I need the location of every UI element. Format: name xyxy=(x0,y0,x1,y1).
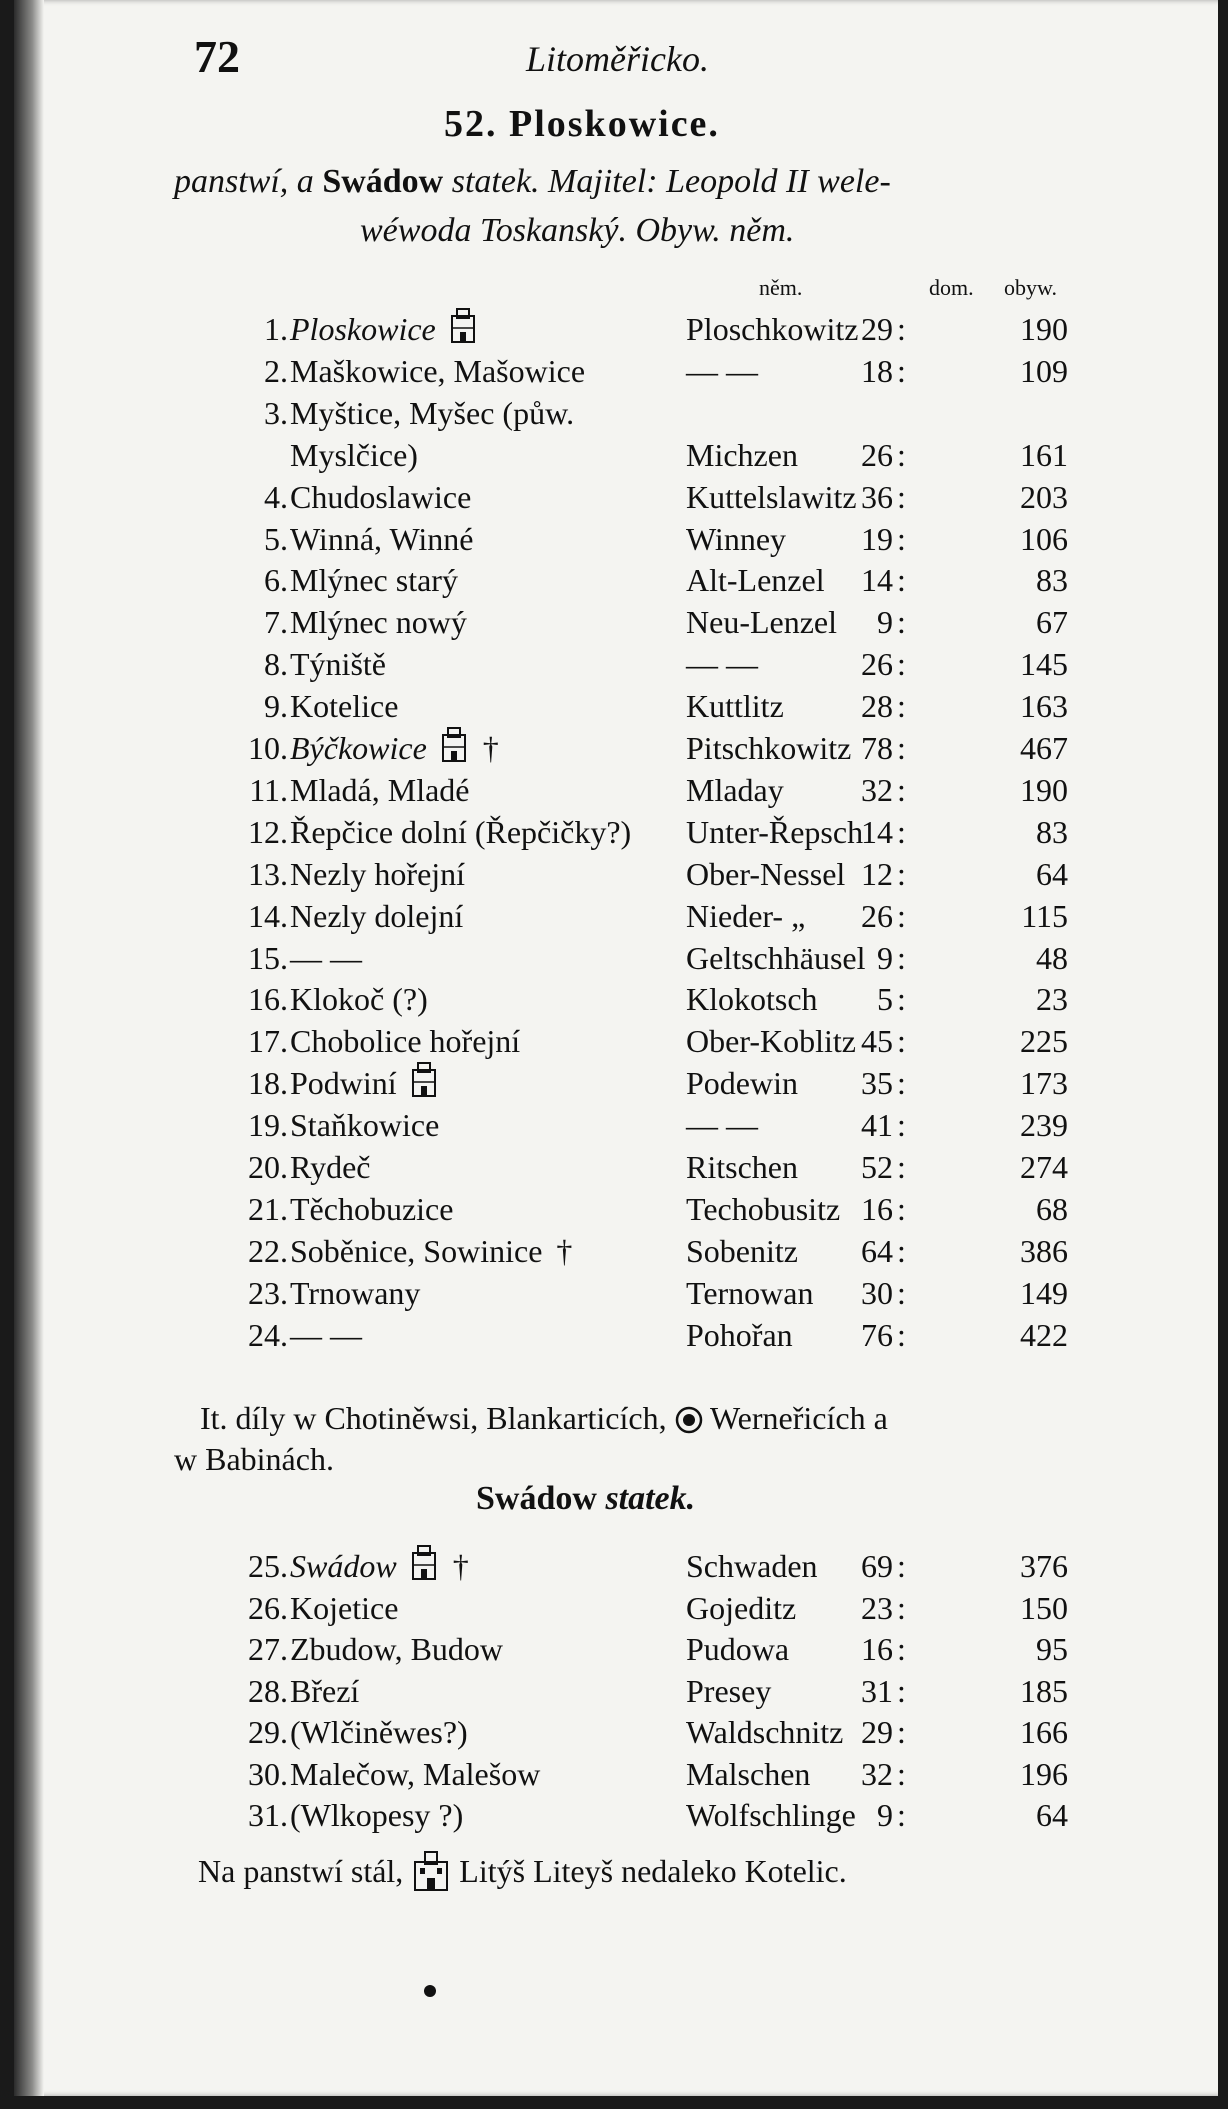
intro-line-1 xyxy=(174,163,891,201)
table-row xyxy=(14,518,1218,560)
village-name xyxy=(290,350,585,392)
row-number: 24. xyxy=(248,1316,288,1353)
ratio-colon: : xyxy=(897,1589,906,1626)
village-name-text: Malečow, Malešow xyxy=(290,1755,541,1792)
row-number: 28. xyxy=(248,1672,288,1709)
population-count: 64 xyxy=(1036,1797,1068,1833)
population-count: 64 xyxy=(1036,855,1068,892)
row-number: 7. xyxy=(264,604,288,641)
population-count: 83 xyxy=(1036,562,1068,599)
german-name: Pohořan xyxy=(686,1316,793,1353)
german-name: Pitschkowitz xyxy=(686,730,852,766)
german-name: — — xyxy=(686,646,758,683)
house-count: 14 xyxy=(861,562,893,599)
german-name: Nieder- „ xyxy=(686,897,806,934)
population-count: 225 xyxy=(1020,1023,1068,1060)
village-name-text: Maškowice, Mašowice xyxy=(290,352,586,389)
house-count: 69 xyxy=(861,1548,893,1584)
ratio-colon: : xyxy=(897,813,906,850)
population-count: 145 xyxy=(1020,646,1068,683)
ratio-colon: : xyxy=(897,897,906,934)
column-header-german: něm. xyxy=(759,275,803,300)
village-name-text: Rydeč xyxy=(290,1149,371,1185)
village-name-text: Kotelice xyxy=(290,688,399,725)
row-number: 29. xyxy=(248,1714,288,1750)
castle-marker xyxy=(409,1065,439,1101)
population-count: 386 xyxy=(1020,1232,1068,1269)
subsection-title xyxy=(476,1480,695,1518)
village-name-text: Mlýnec starý xyxy=(290,562,458,599)
village-name-text: Klokoč (?) xyxy=(290,981,428,1018)
footer-text-a: Na panstwí stál, xyxy=(198,1853,412,1889)
parish-circle-icon xyxy=(675,1406,703,1434)
german-name: Presey xyxy=(686,1672,772,1709)
row-number: 23. xyxy=(248,1274,288,1311)
table-row xyxy=(14,643,1218,685)
table-row xyxy=(14,727,1218,769)
village-name-text: Chudoslawice xyxy=(290,478,472,515)
village-name-text: Mlýnec nowý xyxy=(290,604,467,641)
german-name: Klokotsch xyxy=(686,981,818,1018)
house-count: 41 xyxy=(861,1107,893,1144)
village-name xyxy=(290,1628,503,1670)
house-count: 76 xyxy=(861,1316,893,1353)
population-count: 173 xyxy=(1020,1065,1068,1102)
table-row xyxy=(14,350,1218,392)
castle-icon xyxy=(409,1062,439,1098)
footer-text-b: Litýš Liteyš nedaleko Kotelic. xyxy=(451,1853,847,1889)
village-name-text: Kojetice xyxy=(290,1589,399,1626)
house-count: 9 xyxy=(877,604,893,641)
row-number: 5. xyxy=(264,520,288,557)
village-name-text: Swádow xyxy=(290,1548,397,1584)
village-name xyxy=(290,1545,469,1587)
german-name: Ploschkowitz xyxy=(686,311,859,347)
village-name-text: Těchobuzice xyxy=(290,1190,454,1227)
house-count: 32 xyxy=(861,771,893,808)
row-number: 9. xyxy=(264,688,288,725)
section-title: 52. Ploskowice. xyxy=(444,103,720,145)
row-number: 21. xyxy=(248,1190,288,1227)
village-name xyxy=(290,1272,420,1314)
house-count: 19 xyxy=(861,520,893,557)
village-name-text: Podwiní xyxy=(290,1065,397,1102)
table-row xyxy=(14,1020,1218,1062)
german-name: Ober-Koblitz xyxy=(686,1023,856,1060)
village-name xyxy=(290,476,471,518)
table-row xyxy=(14,1794,1218,1836)
population-count: 149 xyxy=(1020,1274,1068,1311)
ratio-colon: : xyxy=(897,771,906,808)
row-number: 3. xyxy=(264,394,288,431)
village-name xyxy=(290,727,499,769)
row-number: 13. xyxy=(248,855,288,892)
house-count: 16 xyxy=(861,1631,893,1667)
table-row xyxy=(14,392,1218,434)
german-name: Michzen xyxy=(686,436,798,473)
ratio-colon: : xyxy=(897,1190,906,1227)
ratio-colon: : xyxy=(897,478,906,515)
row-number: 27. xyxy=(248,1631,288,1667)
village-name-text: Nezly dolejní xyxy=(290,897,464,934)
population-count: 163 xyxy=(1020,688,1068,725)
village-name-text: — — xyxy=(290,939,362,976)
castle-icon xyxy=(409,1545,439,1581)
ratio-colon: : xyxy=(897,436,906,473)
population-count: 166 xyxy=(1020,1714,1068,1750)
table-row xyxy=(14,937,1218,979)
house-count: 16 xyxy=(861,1190,893,1227)
ratio-colon: : xyxy=(897,1548,906,1584)
note-text-b: Werneřicích a xyxy=(702,1400,888,1436)
german-name: Unter-Řepsch xyxy=(686,813,864,850)
table-row xyxy=(14,1753,1218,1795)
ratio-colon: : xyxy=(897,1797,906,1833)
population-count: 48 xyxy=(1036,939,1068,976)
ratio-colon: : xyxy=(897,855,906,892)
table-row xyxy=(14,1188,1218,1230)
german-name: Winney xyxy=(686,520,787,557)
book-page xyxy=(14,0,1218,2096)
row-number: 12. xyxy=(248,813,288,850)
row-number: 8. xyxy=(264,646,288,683)
village-name xyxy=(290,853,465,895)
house-count: 26 xyxy=(861,897,893,934)
row-number: 6. xyxy=(264,562,288,599)
village-name-text: Zbudow, Budow xyxy=(290,1631,504,1667)
note-line-1 xyxy=(200,1400,888,1437)
village-name-text: — — xyxy=(290,1316,362,1353)
table-row xyxy=(14,1711,1218,1753)
village-name-text: Býčkowice xyxy=(290,730,427,766)
village-name-text: Soběnice, Sowinice xyxy=(290,1232,543,1269)
ratio-colon: : xyxy=(897,562,906,599)
house-count: 29 xyxy=(861,1714,893,1750)
row-number: 1. xyxy=(264,311,288,347)
table-row xyxy=(14,476,1218,518)
row-number: 19. xyxy=(248,1107,288,1144)
ratio-colon: : xyxy=(897,646,906,683)
ink-dot xyxy=(424,1985,436,1997)
row-number: 22. xyxy=(248,1232,288,1269)
village-name xyxy=(290,685,398,727)
castle-icon xyxy=(439,727,469,763)
row-number: 26. xyxy=(248,1589,288,1626)
house-count: 5 xyxy=(877,981,893,1018)
table-row xyxy=(14,1587,1218,1629)
table-row xyxy=(14,1062,1218,1104)
intro-estate-name: Swádow xyxy=(322,163,444,200)
house-count: 23 xyxy=(861,1589,893,1626)
table-row xyxy=(14,1314,1218,1356)
footer-note xyxy=(198,1850,847,1892)
village-name-text: Trnowany xyxy=(290,1274,421,1311)
house-count: 32 xyxy=(861,1755,893,1792)
german-name: Podewin xyxy=(686,1065,798,1102)
ratio-colon: : xyxy=(897,981,906,1018)
village-name-text: Myštice, Myšec (půw. xyxy=(290,394,575,431)
german-name: Mladay xyxy=(686,771,784,808)
ratio-colon: : xyxy=(897,1714,906,1750)
row-number: 25. xyxy=(248,1548,288,1584)
german-name: Pudowa xyxy=(686,1631,790,1667)
village-name xyxy=(290,643,386,685)
house-count: 29 xyxy=(861,311,893,347)
table-row xyxy=(14,978,1218,1020)
church-cross-icon: † xyxy=(452,1548,469,1584)
row-number: 2. xyxy=(264,352,288,389)
ratio-colon: : xyxy=(897,520,906,557)
village-name xyxy=(290,811,631,853)
population-count: 190 xyxy=(1020,771,1068,808)
house-count: 30 xyxy=(861,1274,893,1311)
population-count: 109 xyxy=(1020,352,1068,389)
population-count: 190 xyxy=(1020,311,1068,347)
row-number: 30. xyxy=(248,1755,288,1792)
table-row xyxy=(14,559,1218,601)
house-count: 45 xyxy=(861,1023,893,1060)
village-name-text: Staňkowice xyxy=(290,1107,440,1144)
village-name-text: Březí xyxy=(290,1672,360,1709)
intro-line-2: wéwoda Toskanský. Obyw. něm. xyxy=(360,212,795,249)
intro-text-c: statek. Majitel: Leopold II wele- xyxy=(443,163,891,200)
table-row xyxy=(14,1272,1218,1314)
village-name xyxy=(290,769,470,811)
village-name xyxy=(290,1020,520,1062)
population-count: 115 xyxy=(1021,897,1068,934)
row-number: 18. xyxy=(248,1065,288,1102)
german-name: — — xyxy=(686,1107,758,1144)
house-count: 9 xyxy=(877,1797,893,1833)
column-header-houses: dom. xyxy=(929,275,974,300)
house-count: 64 xyxy=(861,1232,893,1269)
house-count: 14 xyxy=(861,813,893,850)
german-name: Wolfschlinge xyxy=(686,1797,856,1833)
village-name xyxy=(290,1230,572,1272)
german-name: Waldschnitz xyxy=(686,1714,844,1750)
village-name xyxy=(290,895,463,937)
row-number: 17. xyxy=(248,1023,288,1060)
ratio-colon: : xyxy=(897,1755,906,1792)
subsection-italic: statek. xyxy=(605,1480,696,1517)
castle-marker xyxy=(448,311,478,347)
german-name: Schwaden xyxy=(686,1548,818,1584)
village-name-text: (Wlčiněwes?) xyxy=(290,1714,468,1750)
german-name: Ternowan xyxy=(686,1274,814,1311)
population-count: 203 xyxy=(1020,478,1068,515)
village-name-text: Winná, Winné xyxy=(290,520,474,557)
note-text-a: It. díly w Chotiněwsi, Blankarticích, xyxy=(200,1400,675,1436)
village-name-text: Myslčice) xyxy=(290,436,418,473)
german-name: Sobenitz xyxy=(686,1232,798,1269)
row-number: 31. xyxy=(248,1797,288,1833)
village-name xyxy=(290,434,418,476)
ratio-colon: : xyxy=(897,939,906,976)
house-count: 9 xyxy=(877,939,893,976)
population-count: 95 xyxy=(1036,1631,1068,1667)
table-row xyxy=(14,685,1218,727)
german-name: Alt-Lenzel xyxy=(686,562,825,599)
village-name xyxy=(290,937,362,979)
table-row xyxy=(14,895,1218,937)
table-row xyxy=(14,1230,1218,1272)
house-count: 78 xyxy=(861,730,893,766)
table-row xyxy=(14,1670,1218,1712)
population-count: 106 xyxy=(1020,520,1068,557)
table-row xyxy=(14,769,1218,811)
population-count: 67 xyxy=(1036,604,1068,641)
village-name xyxy=(290,1146,370,1188)
german-name: Ritschen xyxy=(686,1149,798,1185)
population-count: 376 xyxy=(1020,1548,1068,1584)
village-name xyxy=(290,1062,439,1104)
village-name-text: Týniště xyxy=(290,646,386,683)
running-title: Litoměřicko. xyxy=(526,39,709,79)
intro-text-a: panstwí, a xyxy=(174,163,323,200)
population-count: 23 xyxy=(1036,981,1068,1018)
castle-marker xyxy=(439,730,469,766)
house-count: 12 xyxy=(861,855,893,892)
german-name: Kuttlitz xyxy=(686,688,784,725)
house-count: 26 xyxy=(861,646,893,683)
village-name xyxy=(290,978,428,1020)
row-number: 16. xyxy=(248,981,288,1018)
ratio-colon: : xyxy=(897,688,906,725)
note-line-2: w Babinách. xyxy=(174,1441,334,1477)
german-name: Techobusitz xyxy=(686,1190,841,1227)
house-count: 18 xyxy=(861,352,893,389)
table-row xyxy=(14,601,1218,643)
table-row xyxy=(14,1146,1218,1188)
ratio-colon: : xyxy=(897,730,906,766)
row-number: 4. xyxy=(264,478,288,515)
german-name: Gojeditz xyxy=(686,1589,797,1626)
village-name xyxy=(290,518,473,560)
castle-marker xyxy=(409,1548,439,1584)
village-name xyxy=(290,308,478,350)
population-count: 185 xyxy=(1020,1672,1068,1709)
ratio-colon: : xyxy=(897,311,906,347)
population-count: 422 xyxy=(1020,1316,1068,1353)
village-name xyxy=(290,1587,398,1629)
castle-icon xyxy=(448,308,478,344)
row-number: 10. xyxy=(248,730,288,766)
house-count: 52 xyxy=(861,1149,893,1185)
german-name: Ober-Nessel xyxy=(686,855,846,892)
village-name-text: Řepčice dolní (Řepčičky?) xyxy=(290,813,632,850)
table-row xyxy=(14,811,1218,853)
german-name: — — xyxy=(686,352,758,389)
ratio-colon: : xyxy=(897,1023,906,1060)
row-number: 14. xyxy=(248,897,288,934)
village-name xyxy=(290,559,458,601)
ratio-colon: : xyxy=(897,1232,906,1269)
house-count: 26 xyxy=(861,436,893,473)
village-name xyxy=(290,1188,453,1230)
village-name xyxy=(290,1104,439,1146)
church-cross-icon: † xyxy=(482,730,499,766)
village-name xyxy=(290,1670,359,1712)
column-header-population: obyw. xyxy=(1004,275,1057,300)
ratio-colon: : xyxy=(897,1149,906,1185)
ratio-colon: : xyxy=(897,604,906,641)
house-count: 28 xyxy=(861,688,893,725)
table-row xyxy=(14,853,1218,895)
table-row xyxy=(14,1104,1218,1146)
population-count: 196 xyxy=(1020,1755,1068,1792)
subsection-bold: Swádow xyxy=(476,1480,597,1517)
population-count: 239 xyxy=(1020,1107,1068,1144)
german-name: Geltschhäusel xyxy=(686,939,866,976)
row-number: 20. xyxy=(248,1149,288,1185)
village-name xyxy=(290,601,467,643)
table-row xyxy=(14,308,1218,350)
page-number: 72 xyxy=(194,31,240,82)
table-row xyxy=(14,434,1218,476)
row-number: 11. xyxy=(249,771,288,808)
ratio-colon: : xyxy=(897,1065,906,1102)
population-count: 161 xyxy=(1020,436,1068,473)
village-name-text: Nezly hořejní xyxy=(290,855,466,892)
village-name-text: (Wlkopesy ?) xyxy=(290,1797,464,1833)
ratio-colon: : xyxy=(897,1107,906,1144)
ratio-colon: : xyxy=(897,1274,906,1311)
ratio-colon: : xyxy=(897,1672,906,1709)
german-name: Malschen xyxy=(686,1755,811,1792)
population-count: 68 xyxy=(1036,1190,1068,1227)
house-count: 35 xyxy=(861,1065,893,1102)
village-name xyxy=(290,1711,468,1753)
ratio-colon: : xyxy=(897,352,906,389)
table-row xyxy=(14,1545,1218,1587)
village-name-text: Ploskowice xyxy=(290,311,436,347)
german-name: Kuttelslawitz xyxy=(686,478,857,515)
village-name xyxy=(290,392,574,434)
church-cross-icon: † xyxy=(556,1232,573,1269)
village-name-text: Mladá, Mladé xyxy=(290,771,470,808)
village-name xyxy=(290,1314,362,1356)
german-name: Neu-Lenzel xyxy=(686,604,838,641)
ratio-colon: : xyxy=(897,1316,906,1353)
population-count: 150 xyxy=(1020,1589,1068,1626)
population-count: 83 xyxy=(1036,813,1068,850)
house-count: 31 xyxy=(861,1672,893,1709)
village-name xyxy=(290,1794,463,1836)
village-name xyxy=(290,1753,540,1795)
table-row xyxy=(14,1628,1218,1670)
population-count: 467 xyxy=(1020,730,1068,766)
row-number: 15. xyxy=(248,939,288,976)
castle-ruin-icon xyxy=(411,1850,451,1892)
ratio-colon: : xyxy=(897,1631,906,1667)
house-count: 36 xyxy=(861,478,893,515)
population-count: 274 xyxy=(1020,1149,1068,1185)
village-name-text: Chobolice hořejní xyxy=(290,1023,521,1060)
